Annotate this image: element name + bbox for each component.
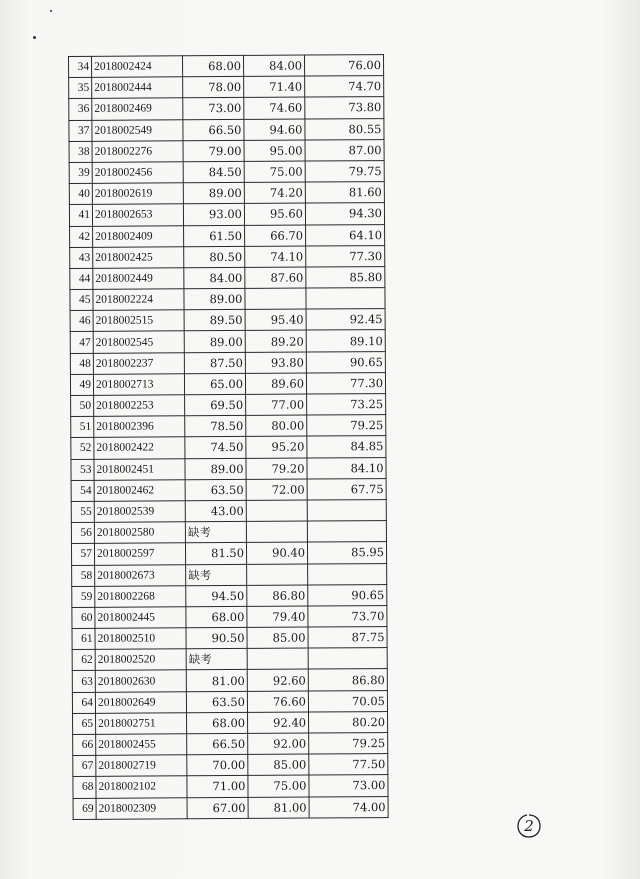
scan-speck — [33, 36, 36, 39]
row-number: 39 — [69, 162, 92, 183]
table-row — [72, 605, 387, 628]
table-row — [69, 76, 384, 99]
interview-score: 76.60 — [247, 691, 308, 713]
interview-score: 90.40 — [246, 542, 307, 564]
row-number: 62 — [72, 650, 95, 671]
interview-score: 80.00 — [246, 415, 307, 437]
row-number: 53 — [71, 459, 94, 480]
page-number: 2 — [524, 817, 534, 835]
candidate-id: 2018002719 — [96, 755, 187, 777]
interview-score: 95.20 — [246, 436, 307, 458]
candidate-id: 2018002424 — [92, 56, 183, 78]
candidate-id: 2018002462 — [94, 480, 185, 502]
total-score: 86.80 — [308, 669, 387, 691]
total-score: 74.70 — [305, 76, 384, 98]
interview-score: 74.10 — [245, 246, 306, 268]
written-score: 90.50 — [186, 627, 247, 649]
table-row — [71, 394, 386, 417]
row-number: 50 — [71, 395, 94, 416]
interview-score: 93.80 — [245, 352, 306, 374]
table-row — [69, 139, 384, 162]
total-score: 79.25 — [309, 733, 388, 755]
written-score: 68.00 — [183, 55, 244, 77]
candidate-id: 2018002237 — [93, 352, 184, 374]
table-row — [73, 733, 388, 756]
row-number: 66 — [73, 734, 96, 755]
total-score: 90.65 — [308, 584, 387, 606]
total-score: 73.00 — [309, 775, 388, 797]
table-row — [71, 500, 386, 523]
written-score: 74.50 — [185, 437, 246, 459]
written-score: 84.00 — [184, 267, 245, 289]
total-score: 79.75 — [305, 161, 384, 183]
candidate-id: 2018002539 — [94, 501, 185, 523]
interview-score: 79.20 — [246, 458, 307, 480]
interview-score: 87.60 — [245, 267, 306, 289]
candidate-id: 2018002409 — [93, 225, 184, 247]
scan-speck — [50, 10, 52, 12]
written-score: 89.00 — [185, 458, 246, 480]
interview-score: 84.00 — [243, 55, 304, 77]
total-score: 64.10 — [306, 224, 385, 246]
candidate-id: 2018002549 — [92, 119, 183, 141]
written-score: 67.00 — [187, 797, 248, 819]
interview-score: 86.80 — [247, 585, 308, 607]
table-row — [72, 648, 387, 671]
table-row — [69, 118, 384, 141]
total-score — [308, 563, 387, 585]
written-score: 89.50 — [184, 310, 245, 332]
table-row — [69, 97, 384, 120]
table-row — [71, 457, 386, 480]
written-score: 缺考 — [186, 564, 247, 586]
interview-score — [246, 521, 307, 543]
row-number: 56 — [71, 522, 94, 543]
table-row — [72, 669, 387, 692]
total-score: 80.20 — [309, 711, 388, 733]
total-score — [307, 500, 386, 522]
table-row — [71, 436, 386, 459]
interview-score: 92.60 — [247, 669, 308, 691]
table-row — [73, 796, 388, 819]
written-score: 66.50 — [183, 119, 244, 141]
candidate-id: 2018002673 — [95, 564, 186, 586]
interview-score: 85.00 — [247, 627, 308, 649]
written-score: 70.00 — [187, 755, 248, 777]
total-score: 87.75 — [308, 627, 387, 649]
written-score: 78.00 — [183, 77, 244, 99]
row-number: 60 — [72, 607, 95, 628]
candidate-id: 2018002713 — [93, 374, 184, 396]
candidate-id: 2018002580 — [94, 522, 185, 544]
candidate-id: 2018002253 — [94, 395, 185, 417]
interview-score: 75.00 — [248, 775, 309, 797]
row-number: 35 — [69, 78, 92, 99]
table-row — [70, 330, 385, 353]
candidate-id: 2018002520 — [95, 649, 186, 671]
table-row — [72, 584, 387, 607]
candidate-id: 2018002515 — [93, 310, 184, 332]
table-row — [69, 182, 384, 205]
row-number: 37 — [69, 120, 92, 141]
row-number: 47 — [70, 332, 93, 353]
total-score: 77.50 — [309, 754, 388, 776]
interview-score — [247, 648, 308, 670]
total-score — [307, 521, 386, 543]
interview-score: 72.00 — [246, 479, 307, 501]
candidate-id: 2018002545 — [93, 331, 184, 353]
score-table-body — [69, 55, 389, 820]
row-number: 69 — [73, 798, 96, 819]
written-score: 66.50 — [187, 733, 248, 755]
table-row — [71, 521, 386, 544]
table-row — [73, 711, 388, 734]
total-score: 87.00 — [305, 139, 384, 161]
candidate-id: 2018002268 — [95, 585, 186, 607]
written-score: 71.00 — [187, 776, 248, 798]
total-score: 85.95 — [307, 542, 386, 564]
table-row — [72, 627, 387, 650]
table-row — [70, 351, 385, 374]
written-score: 68.00 — [187, 712, 248, 734]
candidate-id: 2018002309 — [96, 797, 187, 819]
total-score: 79.25 — [307, 415, 386, 437]
written-score: 78.50 — [185, 416, 246, 438]
candidate-id: 2018002619 — [92, 183, 183, 205]
row-number: 57 — [71, 544, 94, 565]
written-score: 89.00 — [184, 288, 245, 310]
total-score: 73.80 — [305, 97, 384, 119]
row-number: 43 — [70, 247, 93, 268]
interview-score: 79.40 — [247, 606, 308, 628]
interview-score: 74.60 — [244, 97, 305, 119]
written-score: 84.50 — [183, 161, 244, 183]
table-row — [70, 245, 385, 268]
total-score: 84.85 — [307, 436, 386, 458]
table-row — [71, 478, 386, 501]
row-number: 52 — [71, 438, 94, 459]
row-number: 61 — [72, 628, 95, 649]
written-score: 89.00 — [183, 183, 244, 205]
candidate-id: 2018002451 — [94, 458, 185, 480]
table-row — [69, 203, 384, 226]
written-score: 缺考 — [186, 649, 247, 671]
candidate-id: 2018002456 — [92, 162, 183, 184]
interview-score: 92.40 — [248, 712, 309, 734]
interview-score: 71.40 — [244, 76, 305, 98]
candidate-id: 2018002455 — [96, 734, 187, 756]
candidate-id: 2018002396 — [94, 416, 185, 438]
row-number: 55 — [71, 501, 94, 522]
total-score: 67.75 — [307, 478, 386, 500]
score-table — [68, 54, 389, 820]
written-score: 61.50 — [184, 225, 245, 247]
total-score: 84.10 — [307, 457, 386, 479]
row-number: 63 — [72, 671, 95, 692]
total-score: 70.05 — [308, 690, 387, 712]
written-score: 68.00 — [186, 606, 247, 628]
candidate-id: 2018002425 — [93, 246, 184, 268]
total-score: 73.25 — [307, 394, 386, 416]
written-score: 73.00 — [183, 98, 244, 120]
total-score: 73.70 — [308, 605, 387, 627]
interview-score: 95.00 — [244, 140, 305, 162]
interview-score: 89.20 — [245, 330, 306, 352]
row-number: 40 — [69, 183, 92, 204]
table-row — [73, 754, 388, 777]
row-number: 65 — [73, 713, 96, 734]
interview-score: 85.00 — [248, 754, 309, 776]
interview-score — [247, 564, 308, 586]
written-score: 43.00 — [185, 500, 246, 522]
total-score: 94.30 — [305, 203, 384, 225]
interview-score: 89.60 — [245, 373, 306, 395]
table-row — [70, 266, 385, 289]
total-score: 89.10 — [306, 330, 385, 352]
row-number: 45 — [70, 289, 93, 310]
row-number: 54 — [71, 480, 94, 501]
candidate-id: 2018002510 — [95, 628, 186, 650]
total-score: 90.65 — [306, 351, 385, 373]
interview-score: 77.00 — [246, 394, 307, 416]
table-row — [70, 288, 385, 311]
row-number: 44 — [70, 268, 93, 289]
written-score: 87.50 — [184, 352, 245, 374]
written-score: 79.00 — [183, 140, 244, 162]
candidate-id: 2018002653 — [92, 204, 183, 226]
total-score: 85.80 — [306, 266, 385, 288]
row-number: 58 — [72, 565, 95, 586]
total-score: 76.00 — [304, 55, 383, 77]
row-number: 64 — [72, 692, 95, 713]
row-number: 59 — [72, 586, 95, 607]
table-row — [73, 775, 388, 798]
table-row — [70, 309, 385, 332]
candidate-id: 2018002751 — [96, 713, 187, 735]
table-row — [70, 372, 385, 395]
candidate-id: 2018002597 — [94, 543, 185, 565]
total-score: 77.30 — [306, 372, 385, 394]
interview-score: 92.00 — [248, 733, 309, 755]
written-score: 93.00 — [183, 204, 244, 226]
row-number: 38 — [69, 141, 92, 162]
total-score: 80.55 — [305, 118, 384, 140]
table-row — [72, 690, 387, 713]
written-score: 63.50 — [185, 479, 246, 501]
interview-score: 94.60 — [244, 119, 305, 141]
written-score: 63.50 — [186, 691, 247, 713]
interview-score: 81.00 — [248, 797, 309, 819]
row-number: 67 — [73, 756, 96, 777]
row-number: 68 — [73, 777, 96, 798]
candidate-id: 2018002444 — [92, 77, 183, 99]
row-number: 48 — [70, 353, 93, 374]
table-row — [71, 415, 386, 438]
interview-score — [246, 500, 307, 522]
candidate-id: 2018002445 — [95, 607, 186, 629]
table-row — [69, 55, 384, 78]
candidate-id: 2018002630 — [95, 670, 186, 692]
interview-score: 75.00 — [244, 161, 305, 183]
total-score: 81.60 — [305, 182, 384, 204]
interview-score: 74.20 — [244, 182, 305, 204]
written-score: 94.50 — [186, 585, 247, 607]
written-score: 65.00 — [184, 373, 245, 395]
total-score: 74.00 — [309, 796, 388, 818]
written-score: 69.50 — [185, 394, 246, 416]
candidate-id: 2018002276 — [92, 141, 183, 163]
written-score: 缺考 — [185, 522, 246, 544]
interview-score — [245, 288, 306, 310]
handwritten-page-number — [516, 813, 542, 839]
interview-score: 66.70 — [245, 225, 306, 247]
table-row — [72, 563, 387, 586]
candidate-id: 2018002649 — [95, 691, 186, 713]
candidate-id: 2018002102 — [96, 776, 187, 798]
row-number: 42 — [70, 226, 93, 247]
table-row — [71, 542, 386, 565]
written-score: 81.50 — [185, 543, 246, 565]
total-score — [306, 288, 385, 310]
total-score: 92.45 — [306, 309, 385, 331]
row-number: 41 — [69, 205, 92, 226]
interview-score: 95.40 — [245, 309, 306, 331]
row-number: 36 — [69, 99, 92, 120]
written-score: 81.00 — [186, 670, 247, 692]
table-row — [70, 224, 385, 247]
total-score: 77.30 — [306, 245, 385, 267]
total-score — [308, 648, 387, 670]
written-score: 89.00 — [184, 331, 245, 353]
row-number: 46 — [70, 311, 93, 332]
candidate-id: 2018002469 — [92, 98, 183, 120]
candidate-id: 2018002449 — [93, 268, 184, 290]
table-row — [69, 161, 384, 184]
written-score: 80.50 — [184, 246, 245, 268]
interview-score: 95.60 — [244, 203, 305, 225]
row-number: 34 — [69, 56, 92, 77]
candidate-id: 2018002224 — [93, 289, 184, 311]
candidate-id: 2018002422 — [94, 437, 185, 459]
row-number: 51 — [71, 417, 94, 438]
row-number: 49 — [70, 374, 93, 395]
